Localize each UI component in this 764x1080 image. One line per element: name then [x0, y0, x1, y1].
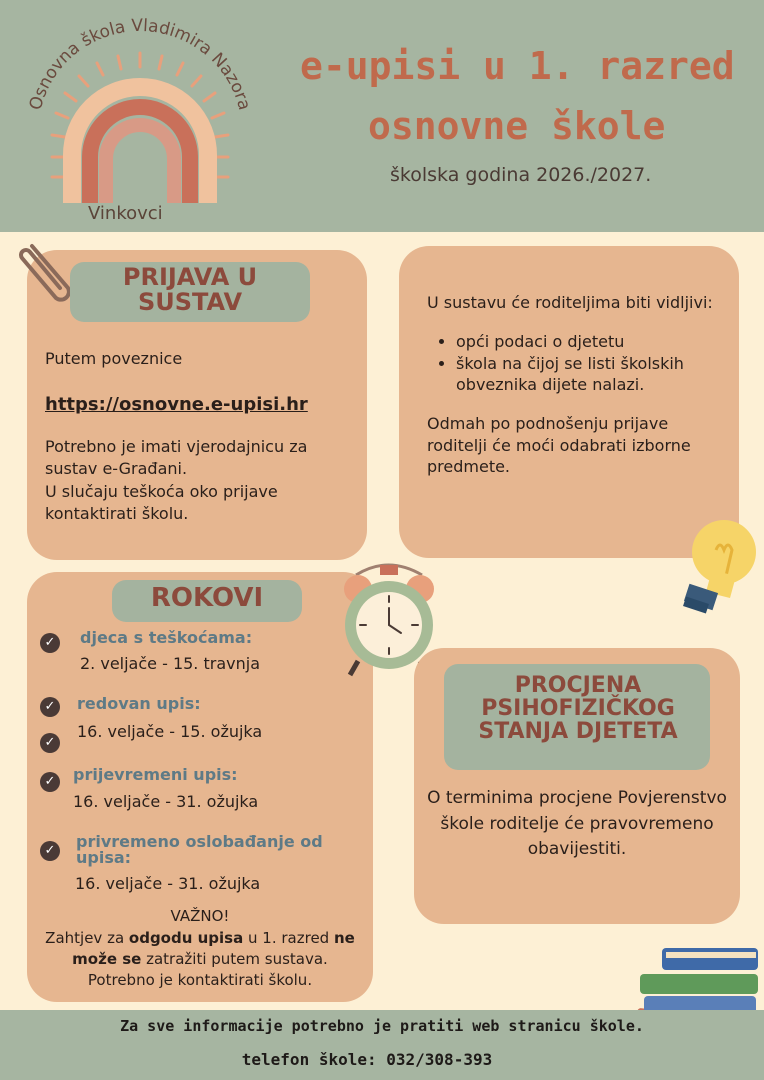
login-heading: PRIJAVA U SUSTAV [122, 263, 258, 317]
deadlines-heading: ROKOVI [150, 583, 264, 613]
lightbulb-icon [676, 510, 764, 624]
info-after: Odmah po podnošenju prijave roditelji će moći odabrati izborne predmete. [427, 414, 691, 477]
footer-info: Za sve informacije potrebno je pratiti web stranicu škole. [120, 1017, 644, 1035]
school-year: školska godina 2026./2027. [390, 164, 652, 186]
login-url-link[interactable]: https://osnovne.e-upisi.hr [45, 394, 308, 415]
assessment-heading: PROCJENA PSIHOFIZIČKOG STANJA DJETETA [478, 673, 678, 745]
deadline-label: djeca s teškoćama: [80, 628, 253, 647]
assessment-text: O terminima procjene Povjerenstvo škole roditelje će pravovremeno obavijestiti. [427, 788, 727, 859]
page-title-line1: e-upisi u 1. razred [300, 44, 735, 88]
info-list-item: • škola na čijoj se listi školskih obveznika dijete nalazi. [456, 353, 734, 396]
info-list-item: • opći podaci o djetetu [456, 331, 734, 353]
deadline-label: privremeno oslobađanje od upisa: [76, 832, 323, 867]
checkmark-icon: ✓ [40, 772, 60, 792]
page-title-line2: osnovne škole [368, 104, 666, 148]
checkmark-icon: ✓ [40, 697, 60, 717]
deadline-label: prijevremeni upis: [73, 765, 238, 784]
checkmark-icon: ✓ [40, 841, 60, 861]
deadline-label: redovan upis: [77, 694, 201, 713]
footer-phone: telefon škole: 032/308-393 [241, 1050, 493, 1069]
checkmark-icon: ✓ [40, 633, 60, 653]
login-via: Putem poveznice [45, 349, 183, 368]
deadline-date: 16. veljače - 15. ožujka [77, 722, 263, 741]
postponement-note: Zahtjev za odgodu upisa u 1. razred ne može se zatražiti putem sustava. Potrebno je kontaktirati školu. [45, 929, 355, 989]
deadline-date: 2. veljače - 15. travnja [80, 654, 260, 673]
important-label: VAŽNO! [170, 907, 230, 925]
info-list [438, 331, 734, 396]
deadline-date: 16. veljače - 31. ožujka [73, 792, 259, 811]
school-city: Vinkovci [88, 203, 163, 224]
info-intro: U sustavu će roditeljima biti vidljivi: [427, 293, 713, 312]
checkmark-icon: ✓ [40, 733, 60, 753]
deadline-date: 16. veljače - 31. ožujka [75, 874, 261, 893]
login-help-text: U slučaju teškoća oko prijave kontaktirati školu. [45, 482, 278, 523]
login-credentials-text: Potrebno je imati vjerodajnicu za sustav e-Građani. [45, 437, 308, 478]
school-logo [10, 5, 260, 230]
svg-text:Osnovna škola Vladimira Nazora: Osnovna škola Vladimira Nazora [25, 15, 255, 113]
